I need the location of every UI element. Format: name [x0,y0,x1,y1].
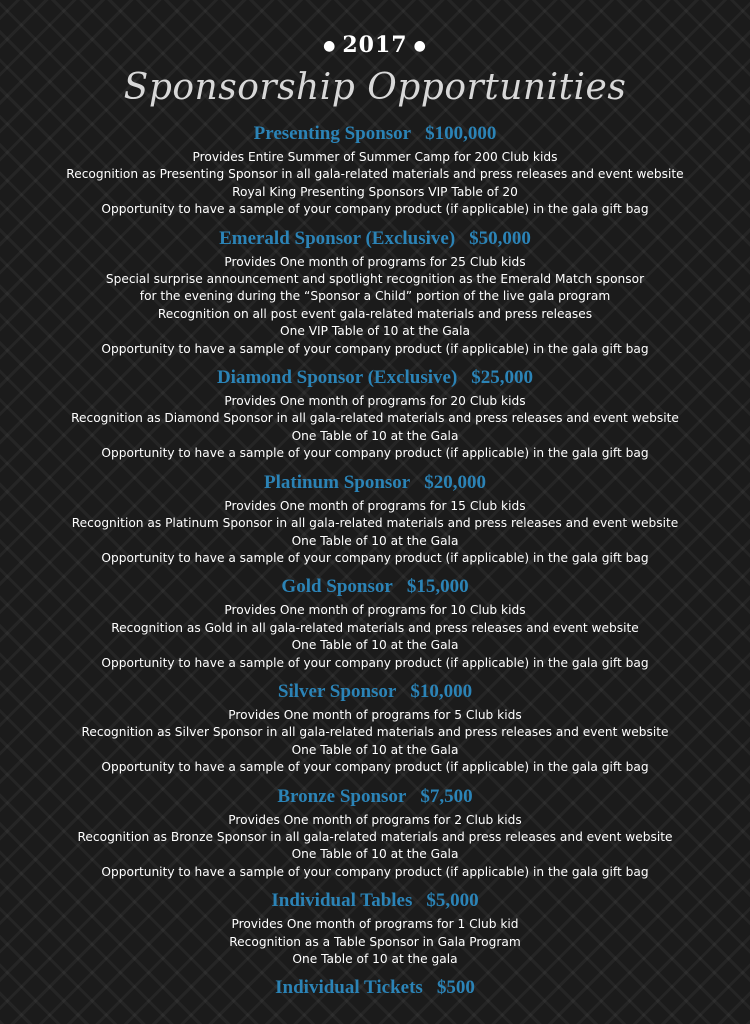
tier-benefit-line: Recognition as Diamond Sponsor in all gala-related materials and press releases and event website [71,411,679,426]
sponsor-tier [0,976,750,1000]
tier-benefit-line: Recognition on all post event gala-related materials and press releases [157,306,593,321]
tier-title [0,889,750,913]
tier-price: $7,500 [420,785,473,807]
tier-benefit-line: Royal King Presenting Sponsors VIP Table of 20 [232,184,518,199]
tier-benefit-line: Recognition as Platinum Sponsor in all gala-related materials and press releases and event website [71,516,679,531]
tier-benefit-line: Provides One month of programs for 1 Club kid [231,917,519,932]
tier-name: Bronze Sponsor [277,785,407,807]
tier-name: Gold Sponsor [281,576,393,598]
tier-name: Individual Tables [271,890,413,912]
sponsor-tier [0,785,750,882]
tier-name: Silver Sponsor [277,680,397,702]
sponsor-tier [0,680,750,777]
tier-title [0,785,750,809]
tier-name: Presenting Sponsor [253,123,412,144]
year-text: 2017 [342,32,408,58]
tier-benefit-line: One Table of 10 at the gala [292,952,458,966]
tier-benefit-line: Recognition as a Table Sponsor in Gala Program [229,934,521,949]
tier-benefit-line: Opportunity to have a sample of your company product (if applicable) in the gala gift bag [101,202,649,217]
tier-title [0,366,750,390]
tier-title [0,227,750,251]
tier-benefit-line: Opportunity to have a sample of your company product (if applicable) in the gala gift bag [101,446,649,461]
tier-title [0,976,750,1000]
tier-name: Diamond Sponsor (Exclusive) [216,367,458,389]
tier-benefit-line: Provides One month of programs for 5 Club kids [228,707,522,722]
tier-benefit-line: Provides One month of programs for 10 Club kids [224,603,526,618]
tier-benefit-line: Provides One month of programs for 20 Club kids [224,394,526,409]
tier-name: Individual Tickets [275,977,423,999]
tier-benefit-line: for the evening during the “Sponsor a Child” portion of the live gala program [139,289,611,304]
tier-benefit-line: Opportunity to have a sample of your company product (if applicable) in the gala gift bag [101,341,649,356]
tier-price: $25,000 [471,367,534,389]
tier-benefit-line: Recognition as Gold in all gala-related materials and press releases and event website [111,620,639,635]
page-title: Sponsorship Opportunities [123,67,627,108]
tier-price: $15,000 [406,576,469,598]
tier-price: $100,000 [425,123,497,144]
tier-benefit-line: Opportunity to have a sample of your company product (if applicable) in the gala gift bag [101,550,649,565]
tier-title [0,471,750,495]
tier-benefit-line: Provides One month of programs for 25 Club kids [224,254,526,269]
tier-benefit-line: One Table of 10 at the Gala [291,428,459,443]
bullet-dot-icon: ● [413,38,427,54]
tier-title [0,680,750,704]
tier-benefit-line: One VIP Table of 10 at the Gala [280,324,470,339]
tier-price: $500 [436,977,475,999]
tier-benefit-line: Opportunity to have a sample of your company product (if applicable) in the gala gift bag [101,760,649,775]
sponsor-tier [0,889,750,968]
tier-price: $10,000 [410,680,473,702]
bullet-dot-icon: ● [323,38,337,54]
tier-list [0,122,750,1000]
tier-price: $5,000 [426,890,479,912]
tier-title [0,122,750,146]
tier-price: $20,000 [424,471,486,493]
tier-benefit-line: Provides One month of programs for 2 Club kids [228,812,522,827]
tier-benefit-line: One Table of 10 at the Gala [291,533,459,548]
tier-name: Emerald Sponsor (Exclusive) [219,227,456,249]
tier-name: Platinum Sponsor [264,471,411,493]
tier-price: $50,000 [469,227,531,249]
tier-benefit-line: Provides Entire Summer of Summer Camp for 200 Club kids [192,150,558,164]
tier-benefit-line: Provides One month of programs for 15 Club kids [224,498,526,513]
tier-benefit-line: Recognition as Bronze Sponsor in all gala-related materials and press releases and event website [77,829,673,844]
tier-benefit-line: Special surprise announcement and spotlight recognition as the Emerald Match sponsor [105,272,645,287]
sponsor-tier [0,575,750,672]
tier-benefit-line: Recognition as Silver Sponsor in all gala-related materials and press releases and event website [81,725,669,740]
tier-benefit-line: Opportunity to have a sample of your company product (if applicable) in the gala gift bag [101,655,649,670]
tier-benefit-line: Opportunity to have a sample of your company product (if applicable) in the gala gift bag [101,864,649,879]
sponsor-tier [0,227,750,358]
tier-benefit-line: Recognition as Presenting Sponsor in all gala-related materials and press releases and event website [66,167,684,182]
sponsor-tier [0,122,750,219]
tier-benefit-line: One Table of 10 at the Gala [291,847,459,862]
year-heading [0,30,750,60]
tier-benefit-line: One Table of 10 at the Gala [291,742,459,757]
sponsor-tier [0,366,750,463]
sponsor-tier [0,471,750,568]
tier-benefit-line: One Table of 10 at the Gala [291,638,459,653]
tier-title [0,575,750,599]
